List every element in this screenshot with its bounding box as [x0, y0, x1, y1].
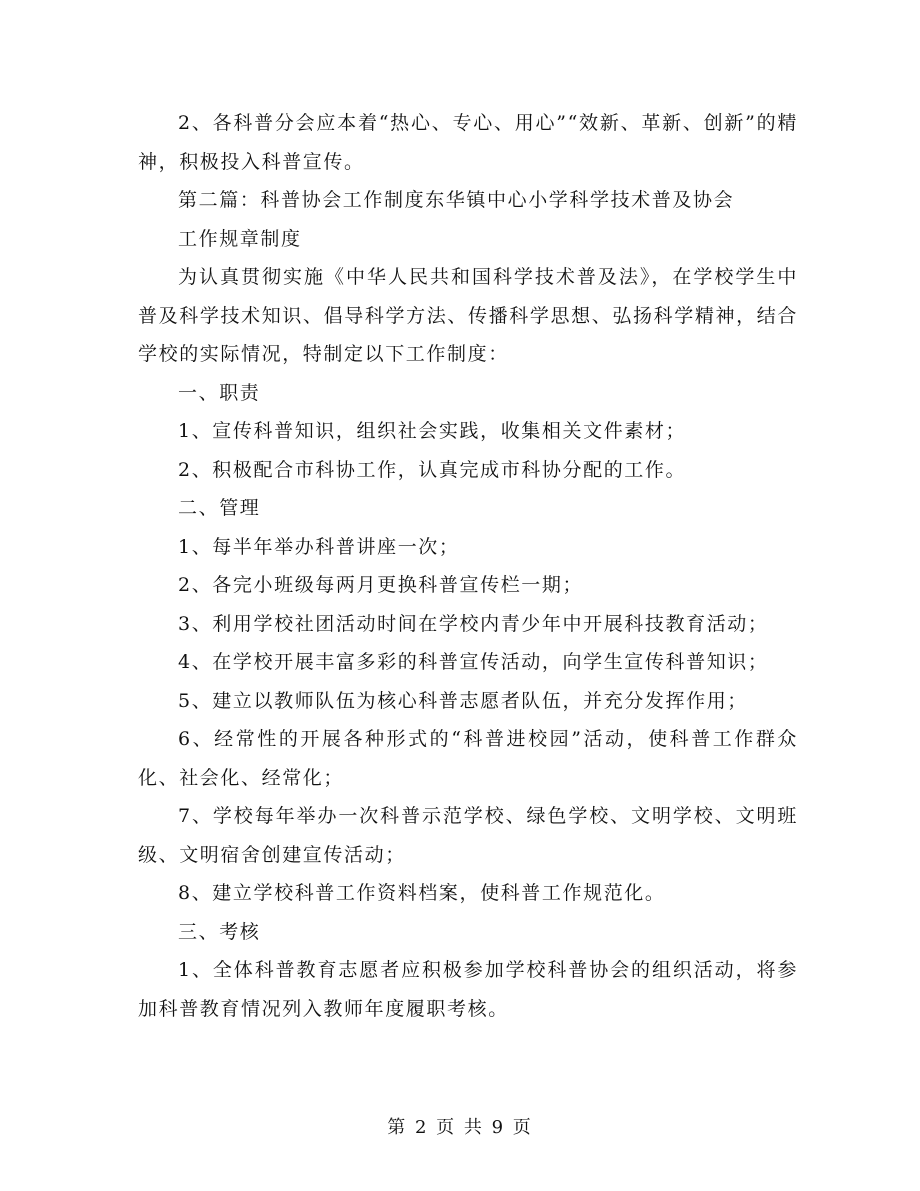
management-item-7: 7、学校每年举办一次科普示范学校、绿色学校、文明学校、文明班级、文明宿舍创建宣传活动； — [138, 805, 798, 866]
section-subheading-rules: 工作规章制度 — [178, 227, 302, 250]
management-item-4: 4、在学校开展丰富多彩的科普宣传活动，向学生宣传科普知识； — [178, 651, 769, 673]
duty-item-2: 2、积极配合市科协工作，认真完成市科协分配的工作。 — [178, 458, 687, 481]
heading-management: 二、管理 — [178, 497, 261, 519]
management-item-1: 1、每半年举办科普讲座一次； — [178, 535, 460, 558]
intro-paragraph: 为认真贯彻实施《中华人民共和国科学技术普及法》，在学校学生中普及科学技术知识、倡导科学方法、传播科学思想、弘扬科学精神，结合学校的实际情况，特制定以下工作制度： — [138, 266, 798, 365]
paragraph-1: 2、各科普分会应本着“热心、专心、用心”“效新、革新、创新”的精神，积极投入科普宣传。 — [138, 112, 798, 173]
duty-item-1: 1、宣传科普知识，组织社会实践，收集相关文件素材； — [178, 420, 687, 442]
management-item-8: 8、建立学校科普工作资料档案，使科普工作规范化。 — [178, 882, 666, 904]
management-item-6: 6、经常性的开展各种形式的“科普进校园”活动，使科普工作群众化、社会化、经常化； — [138, 728, 798, 789]
document-body — [138, 104, 798, 1028]
heading-duties: 一、职责 — [178, 381, 261, 404]
management-item-5: 5、建立以教师队伍为核心科普志愿者队伍，并充分发挥作用； — [178, 689, 748, 712]
page-number-footer: 第 2 页 共 9 页 — [387, 1117, 533, 1138]
section-heading-second-article: 第二篇：科普协会工作制度东华镇中心小学科学技术普及协会 — [178, 189, 735, 211]
assessment-item-1: 1、全体科普教育志愿者应积极参加学校科普协会的组织活动，将参加科普教育情况列入教师年度履职考核。 — [138, 959, 798, 1020]
management-item-2: 2、各完小班级每两月更换科普宣传栏一期； — [178, 574, 584, 596]
management-item-3: 3、利用学校社团活动时间在学校内青少年中开展科技教育活动； — [178, 612, 769, 635]
heading-assessment: 三、考核 — [178, 920, 261, 943]
